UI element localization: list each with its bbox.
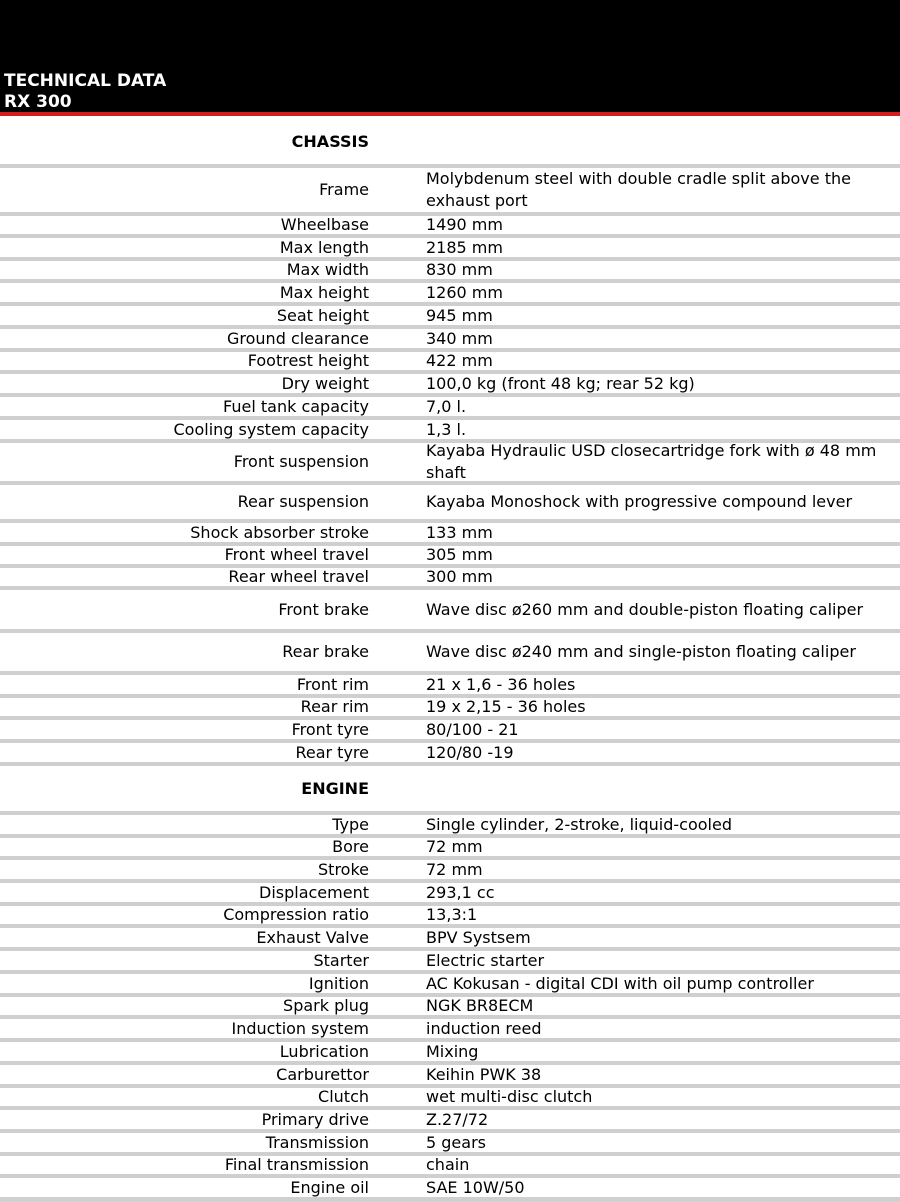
- spec-row: [0, 1156, 900, 1178]
- spec-label: Ground clearance: [227, 328, 369, 348]
- spec-row: [0, 568, 900, 590]
- spec-label: Front brake: [278, 599, 369, 619]
- spec-label: Fuel tank capacity: [223, 396, 369, 416]
- spec-row: [0, 1019, 900, 1042]
- spec-value: 72 mm: [426, 859, 483, 879]
- spec-value: Z.27/72: [426, 1109, 489, 1129]
- spec-label: Carburettor: [276, 1064, 369, 1084]
- spec-value: wet multi-disc clutch: [426, 1087, 593, 1106]
- spec-row: [0, 860, 900, 883]
- spec-label: Primary drive: [261, 1109, 369, 1129]
- spec-label: Max length: [279, 237, 369, 257]
- spec-label: Rear brake: [282, 642, 369, 661]
- spec-label: Wheelbase: [280, 215, 369, 234]
- spec-row: [0, 443, 900, 485]
- spec-label: Max height: [279, 282, 369, 302]
- spec-row: [0, 743, 900, 766]
- spec-label: Dry weight: [281, 373, 369, 393]
- spec-row: [0, 698, 900, 720]
- engine-section-heading: [0, 766, 900, 815]
- spec-label: Front suspension: [233, 452, 369, 471]
- spec-value: 19 x 2,15 - 36 holes: [426, 697, 586, 716]
- spec-label: Max width: [286, 260, 369, 279]
- spec-value: 80/100 - 21: [426, 719, 519, 739]
- spec-row: [0, 1088, 900, 1110]
- spec-value: AC Kokusan - digital CDI with oil pump controller: [426, 973, 814, 993]
- spec-row: [0, 283, 900, 306]
- spec-value: 100,0 kg (front 48 kg; rear 52 kg): [426, 373, 695, 393]
- spec-value: Kayaba Hydraulic USD closecartridge fork with ø 48 mm shaft: [426, 441, 877, 482]
- spec-row: [0, 306, 900, 329]
- spec-value: 13,3:1: [426, 905, 478, 924]
- section-heading-label: ENGINE: [301, 778, 369, 798]
- spec-label: Rear suspension: [237, 492, 369, 511]
- spec-row: [0, 1065, 900, 1088]
- spec-value: 300 mm: [426, 567, 493, 586]
- spec-value: 133 mm: [426, 522, 493, 542]
- spec-value: Wave disc ø260 mm and double-piston floating caliper: [426, 599, 864, 619]
- spec-value: 1,3 l.: [426, 419, 467, 439]
- spec-row: [0, 397, 900, 420]
- spec-value: NGK BR8ECM: [426, 996, 534, 1015]
- spec-row: [0, 675, 900, 698]
- spec-row: [0, 261, 900, 283]
- spec-label: Spark plug: [283, 996, 369, 1015]
- spec-label: Frame: [319, 180, 369, 199]
- spec-label: Stroke: [318, 859, 369, 879]
- spec-value: Wave disc ø240 mm and single-piston floating caliper: [426, 642, 856, 661]
- spec-row: [0, 590, 900, 633]
- spec-value: Electric starter: [426, 950, 545, 970]
- header-title-line-1: TECHNICAL DATA: [4, 71, 167, 91]
- spec-row: [0, 1133, 900, 1156]
- spec-value: Keihin PWK 38: [426, 1064, 542, 1084]
- spec-value: Mixing: [426, 1041, 479, 1061]
- spec-row: [0, 1178, 900, 1201]
- spec-label: Engine oil: [290, 1177, 369, 1197]
- spec-row: [0, 928, 900, 951]
- spec-label: Rear rim: [300, 697, 369, 716]
- spec-label: Induction system: [231, 1018, 369, 1038]
- spec-label: Displacement: [259, 882, 369, 902]
- spec-label: Exhaust Valve: [256, 927, 369, 947]
- spec-label: Seat height: [276, 305, 369, 325]
- spec-row: [0, 997, 900, 1019]
- spec-label: Starter: [313, 950, 369, 970]
- spec-value: 120/80 -19: [426, 742, 514, 762]
- spec-label: Lubrication: [279, 1041, 369, 1061]
- spec-value: 5 gears: [426, 1132, 486, 1152]
- chassis-section-heading: [0, 120, 900, 168]
- spec-label: Front rim: [296, 674, 369, 694]
- spec-row: [0, 838, 900, 860]
- spec-label: Clutch: [318, 1087, 369, 1106]
- spec-value: Kayaba Monoshock with progressive compound lever: [426, 492, 853, 511]
- spec-row: [0, 352, 900, 374]
- header-title: [4, 71, 166, 113]
- spec-label: Compression ratio: [223, 905, 369, 924]
- spec-value: 7,0 l.: [426, 396, 467, 416]
- spec-value: BPV Systsem: [426, 927, 531, 947]
- spec-value: 1490 mm: [426, 215, 503, 234]
- spec-row: [0, 546, 900, 568]
- spec-row: [0, 974, 900, 997]
- spec-value: 293,1 cc: [426, 882, 495, 902]
- spec-label: Ignition: [308, 973, 369, 993]
- spec-label: Transmission: [265, 1132, 369, 1152]
- spec-value: Single cylinder, 2-stroke, liquid-cooled: [426, 814, 732, 834]
- spec-value: Molybdenum steel with double cradle split above the exhaust port: [426, 169, 851, 210]
- spec-row: [0, 906, 900, 928]
- spec-row: [0, 633, 900, 675]
- spec-label: Cooling system capacity: [173, 419, 369, 439]
- spec-value: 72 mm: [426, 837, 483, 856]
- spec-row: [0, 168, 900, 216]
- spec-label: Front wheel travel: [224, 545, 369, 564]
- spec-label: Front tyre: [291, 719, 369, 739]
- technical-data-table: [0, 120, 900, 1201]
- spec-row: [0, 720, 900, 743]
- spec-label: Type: [332, 814, 369, 834]
- spec-value: 1260 mm: [426, 282, 503, 302]
- spec-label: Bore: [332, 837, 369, 856]
- spec-row: [0, 523, 900, 546]
- section-heading-label: CHASSIS: [291, 132, 369, 151]
- document-header: [0, 0, 900, 116]
- spec-value: 2185 mm: [426, 237, 503, 257]
- spec-value: 340 mm: [426, 328, 493, 348]
- spec-label: Rear tyre: [295, 742, 369, 762]
- spec-value: 21 x 1,6 - 36 holes: [426, 674, 576, 694]
- spec-row: [0, 883, 900, 906]
- spec-row: [0, 238, 900, 261]
- spec-value: 422 mm: [426, 351, 493, 370]
- spec-row: [0, 1110, 900, 1133]
- spec-label: Rear wheel travel: [228, 567, 369, 586]
- spec-label: Shock absorber stroke: [190, 522, 369, 542]
- spec-value: induction reed: [426, 1018, 542, 1038]
- spec-row: [0, 951, 900, 974]
- spec-row: [0, 216, 900, 238]
- spec-value: chain: [426, 1155, 470, 1174]
- spec-label: Footrest height: [247, 351, 369, 370]
- spec-value: 945 mm: [426, 305, 493, 325]
- spec-row: [0, 374, 900, 397]
- spec-value: SAE 10W/50: [426, 1177, 525, 1197]
- spec-row: [0, 329, 900, 352]
- header-title-line-2: RX 300: [4, 92, 72, 112]
- spec-value: 305 mm: [426, 545, 493, 564]
- spec-row: [0, 815, 900, 838]
- spec-value: 830 mm: [426, 260, 493, 279]
- spec-row: [0, 485, 900, 523]
- spec-row: [0, 1042, 900, 1065]
- spec-label: Final transmission: [224, 1155, 369, 1174]
